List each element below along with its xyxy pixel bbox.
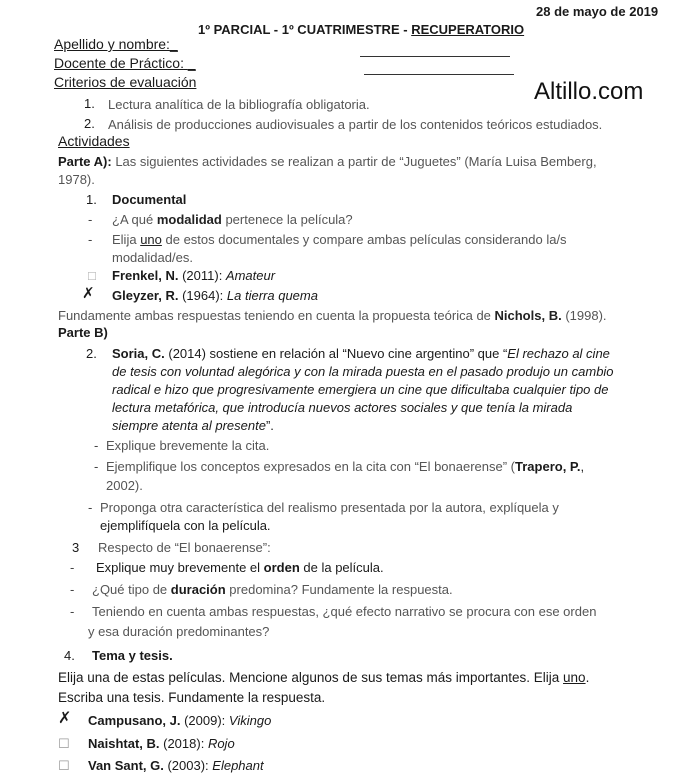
doc-option-1: Frenkel, N. (2011): Amateur [112, 268, 276, 283]
bullet-dash: - [94, 438, 99, 453]
criteria-text-2: Análisis de producciones audiovisuales a partir de los contenidos teóricos estudiados. [108, 117, 603, 132]
b2-text-line2: 2002). [106, 478, 143, 493]
item4-title: Tema y tesis. [92, 648, 173, 663]
name-line [360, 56, 510, 57]
name-label: Apellido y nombre:_ [54, 36, 178, 52]
exam-date: 28 de mayo de 2019 [536, 4, 659, 19]
checkbox-icon: □ [88, 268, 96, 283]
item2-quote-line4: lectura metafórica, que introducía nuevos actores sociales y que tenía la mirada [112, 400, 573, 415]
teacher-label: Docente de Práctico: _ [54, 55, 196, 71]
cross-mark-icon: ✗ [82, 285, 95, 302]
film-option-1: Campusano, J. (2009): Vikingo [88, 713, 272, 728]
film-option-2: Naishtat, B. (2018): Rojo [88, 736, 235, 751]
bullet-dash: - [94, 459, 99, 474]
criteria-num-2: 2. [84, 116, 95, 131]
c2-text: ¿Qué tipo de duración predomina? Fundamente la respuesta. [92, 582, 453, 597]
item1-title: Documental [112, 192, 187, 207]
bullet-dash: - [70, 582, 75, 597]
item2-line1: Soria, C. (2014) sostiene en relación al “Nuevo cine argentino” que “El rechazo al cine [112, 346, 610, 361]
doc-option-2: Gleyzer, R. (1964): La tierra quema [112, 288, 318, 303]
part-a-intro-line2: 1978). [58, 172, 95, 187]
c1-text: Explique muy brevemente el orden de la película. [96, 560, 384, 575]
part-a-label: Parte A): [58, 154, 112, 169]
cross-mark-icon: ✗ [58, 710, 72, 727]
watermark-text: Altillo.com [534, 78, 644, 105]
exam-title [198, 22, 524, 38]
exam-title-prefix: 1º PARCIAL - 1º CUATRIMESTRE - [198, 22, 412, 37]
bullet-dash: - [88, 232, 93, 247]
part-b-label: Parte B) [58, 325, 108, 340]
activities-label: Actividades [58, 133, 130, 149]
item3-text: Respecto de “El bonaerense”: [98, 540, 271, 555]
q1-text: ¿A qué modalidad pertenece la película? [112, 212, 353, 227]
c3-text-line1: Teniendo en cuenta ambas respuestas, ¿qué efecto narrativo se procura con ese orden [92, 604, 597, 619]
item3-num: 3 [72, 540, 80, 555]
item4-num: 4. [64, 648, 75, 663]
part-a-intro: Parte A): Las siguientes actividades se realizan a partir de “Juguetes” (María Luisa Bemberg, [58, 154, 597, 169]
bullet-dash: - [70, 560, 75, 575]
b2-text: Ejemplifique los conceptos expresados en la cita con “El bonaerense” (Trapero, P., [106, 459, 585, 474]
bullet-dash: - [88, 500, 93, 515]
item4-line1: Elija una de estas películas. Mencione algunos de sus temas más importantes. Elija uno. [58, 670, 590, 685]
item4-line2: Escriba una tesis. Fundamente la respuesta. [58, 690, 326, 705]
checkbox-icon: ☐ [58, 736, 70, 751]
q2-text-line2: modalidad/es. [112, 250, 193, 265]
teacher-line [364, 74, 514, 75]
bullet-dash: - [70, 604, 75, 619]
criteria-label: Criterios de evaluación [54, 74, 197, 90]
part-a-footer: Fundamente ambas respuestas teniendo en cuenta la propuesta teórica de Nichols, B. (1998). [58, 308, 607, 323]
criteria-num-1: 1. [84, 96, 95, 111]
film-option-3: Van Sant, G. (2003): Elephant [88, 758, 264, 773]
item2-num: 2. [86, 346, 97, 361]
bullet-dash: - [88, 212, 93, 227]
c3-text-line2: y esa duración predominantes? [88, 624, 270, 639]
b3-text-line2: ejemplifíquela con la película. [100, 518, 271, 533]
b1-text: Explique brevemente la cita. [106, 438, 270, 453]
item1-num: 1. [86, 192, 97, 207]
b3-text-line1: Proponga otra característica del realismo presentada por la autora, explíquela y [100, 500, 559, 515]
checkbox-icon: ☐ [58, 758, 70, 773]
item2-quote-line5: siempre atenta al presente”. [112, 418, 274, 433]
item2-quote-line3: radical e hizo que progresivamente emergiera un cine que dificultaba cualquier tipo de [112, 382, 609, 397]
exam-title-suffix: RECUPERATORIO [411, 22, 525, 37]
criteria-text-1: Lectura analítica de la bibliografía obligatoria. [108, 97, 370, 112]
item2-quote-line2: de tesis con voluntad alegórica y con la mirada puesta en el pasado produjo un cambio [112, 364, 614, 379]
q2-text: Elija uno de estos documentales y compare ambas películas considerando la/s [112, 232, 567, 247]
